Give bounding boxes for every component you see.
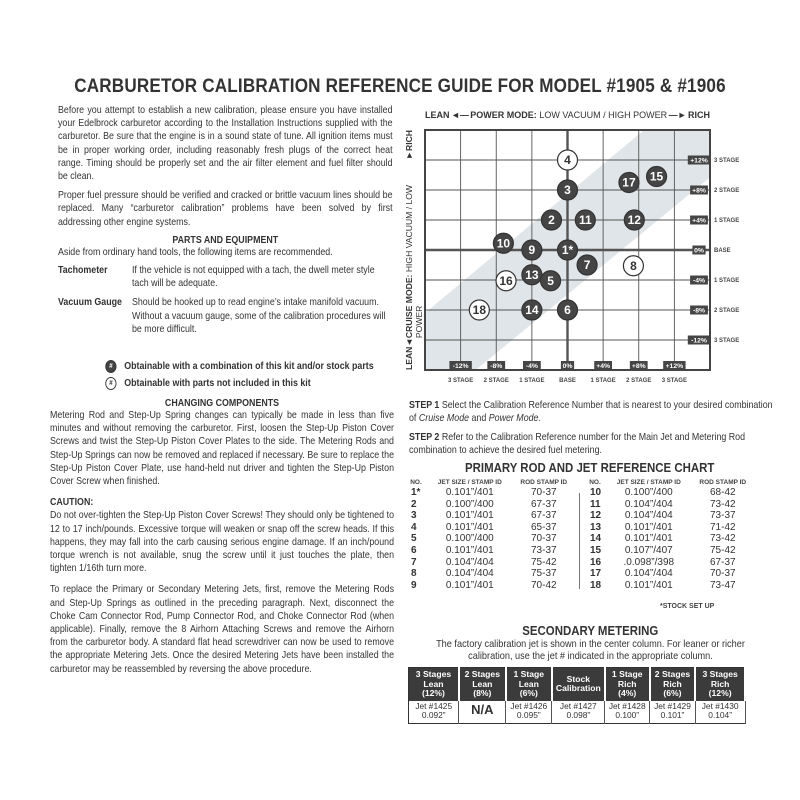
ref-number: 9 <box>411 579 417 591</box>
table-row <box>405 545 575 557</box>
ref-number: 12 <box>590 510 602 522</box>
calibration-point-label: 11 <box>578 213 592 228</box>
cruise-tick-tag-label: +8% <box>692 187 706 195</box>
ref-number: 15 <box>590 544 602 556</box>
primary-chart-title: PRIMARY ROD AND JET REFERENCE CHART <box>465 460 715 475</box>
calibration-point-label: 7 <box>583 258 591 273</box>
ref-number: 13 <box>590 521 602 533</box>
secondary-jet-cell: Jet #1428 0.100” <box>605 701 650 724</box>
arrow-left-icon: ◄— <box>450 110 469 120</box>
ref-number: 17 <box>590 568 602 580</box>
jets-paragraph: To replace the Primary or Secondary Metering Jets, first, remove the Metering Rods and Step-Up Springs as outlined in the preceding paragraph. Next, disconnect the Choke Cam Connector Rod, Pump Connector Rod, and Choke Connector Rod (when applicable). Finally, remove the 8 Airhorn Attaching Screws and remove the Airhorn from the carburetor body. A standard flat head screwdriver can now be used to remove the appropriate Metering Jets. Once the desired Metering Jets have been installed the carburetor may be reassembled by reversing the above procedure. <box>50 584 394 675</box>
primary-table-right: NO. JET SIZE / STAMP ID ROD STAMP ID 10 0.100”/400 68-42 11 0.104”/404 73-42 12 0.104”/404 73-37 13 0.101”/401 71-42 14 0.101”/401 73-42 15 0.107”/407 75-42 16 .0.098”/398 67-37 17 0.104”/404 70-37 18 0.101”/401 73-47 <box>584 479 754 591</box>
power-tick-tag-label: -8% <box>490 363 503 371</box>
ref-number: 4 <box>411 521 417 533</box>
power-tick-tag-label: +12% <box>665 363 684 371</box>
table-row <box>405 487 575 499</box>
ref-number: 3 <box>411 510 417 522</box>
parts-item: Vacuum Gauge Should be hooked up to read engine’s intake manifold vacuum. Without a vacuum gauge, some of the calibration procedures will be more difficult. <box>58 297 386 335</box>
power-stage-label: BASE <box>559 378 576 384</box>
cruise-tick-tag-label: +4% <box>692 217 706 225</box>
rod-stamp: 73-37 <box>531 544 557 556</box>
table-row <box>405 568 575 580</box>
step-2: STEP 2 Refer to the Calibration Reference number for the Main Jet and Metering Rod combination to achieve the desired fuel metering. <box>409 432 746 456</box>
ref-number: 16 <box>590 556 602 568</box>
jet-size: 0.101”/401 <box>445 510 494 522</box>
calibration-point-label: 2 <box>548 213 555 228</box>
caution-heading: CAUTION: <box>50 497 94 509</box>
rod-stamp: 65-37 <box>531 521 557 533</box>
rod-stamp: 70-42 <box>531 579 557 591</box>
cruise-tick-tag-label: -4% <box>692 277 706 285</box>
ref-number: 2 <box>411 498 417 510</box>
dark-circle-icon: # <box>105 360 116 373</box>
jet-size: 0.104”/404 <box>445 568 494 580</box>
secondary-column-header: Stock Calibration <box>552 668 605 701</box>
caution-paragraph: Do not over-tighten the Step-Up Piston Cover Screws! They should only be tightened to 12 to 17 inch/pounds. Excessive torque will weaken or snap off the screw heads. If this happens, they may fall into the carb causing serious engine damage. If an inch/pound torque wrench is not available, snug the screw until it just touches the plate, then tighten 1/16th turn more. <box>50 510 394 575</box>
secondary-description: The factory calibration jet is shown in the center column. For leaner or richer calibration, use the jet # indicated in the appropriate column. <box>435 639 745 662</box>
power-stage-label: 1 STAGE <box>590 378 616 384</box>
rod-stamp: 71-42 <box>710 521 736 533</box>
jet-size: 0.101”/401 <box>445 487 494 498</box>
jet-size: 0.104”/404 <box>624 568 673 580</box>
jet-size: .0.098”/398 <box>623 556 675 568</box>
stock-setup-footnote: *STOCK SET UP <box>660 603 715 610</box>
parts-intro: Aside from ordinary hand tools, the following items are recommended. <box>58 246 333 258</box>
ref-number: 14 <box>590 533 602 545</box>
ref-number: 8 <box>411 568 417 580</box>
calibration-point-label: 6 <box>564 303 571 318</box>
secondary-column-header: 2 Stages Lean (8%) <box>459 668 506 701</box>
legend-item-kit: # Obtainable with a combination of this kit and/or stock parts <box>105 358 392 375</box>
parts-item: Tachometer If the vehicle is not equipped with a tach, the dwell meter style tach will be adequate. <box>58 265 375 290</box>
changing-heading: CHANGING COMPONENTS <box>164 398 280 409</box>
rod-stamp: 70-37 <box>531 533 557 545</box>
calibration-point-label: 17 <box>622 175 636 190</box>
power-stage-label: 2 STAGE <box>626 378 652 384</box>
power-stage-label: 1 STAGE <box>519 378 545 384</box>
rod-stamp: 67-37 <box>710 556 736 568</box>
secondary-column-header: 1 Stage Lean (6%) <box>506 668 552 701</box>
arrow-right-icon: —► <box>668 110 687 120</box>
rod-stamp: 75-42 <box>710 544 736 556</box>
secondary-title: SECONDARY METERING <box>521 623 659 638</box>
rod-stamp: 70-37 <box>531 487 557 498</box>
calibration-point-label: 14 <box>525 303 539 318</box>
table-row <box>405 533 575 545</box>
jet-size: 0.100”/400 <box>624 487 673 498</box>
intro-section <box>58 104 393 392</box>
table-row <box>584 580 754 592</box>
rod-stamp: 67-37 <box>531 498 557 510</box>
secondary-jet-cell: Jet #1429 0.101” <box>650 701 696 724</box>
cruise-stage-label: 3 STAGE <box>714 158 740 165</box>
table-row <box>584 522 754 534</box>
calibration-point-label: 9 <box>528 243 536 258</box>
secondary-column-header: 1 Stage Rich (4%) <box>605 668 650 701</box>
table-row <box>405 557 575 569</box>
secondary-jet-cell: Jet #1426 0.095” <box>506 701 552 724</box>
cruise-stage-label: 3 STAGE <box>714 338 740 345</box>
jet-size: 0.104”/404 <box>624 510 673 522</box>
cruise-stage-label: BASE <box>714 248 731 255</box>
table-row <box>405 510 575 522</box>
rod-stamp: 70-37 <box>710 568 736 580</box>
table-divider <box>579 493 580 589</box>
rod-stamp: 73-42 <box>710 498 736 510</box>
table-row <box>584 568 754 580</box>
cruise-stage-label: 1 STAGE <box>714 278 740 285</box>
table-row <box>405 499 575 511</box>
power-tick-tag-label: +8% <box>631 363 646 371</box>
ref-number: 6 <box>411 544 417 556</box>
power-tick-tag-label: -4% <box>525 363 538 371</box>
calibration-point-label: 15 <box>649 169 664 184</box>
step-1: STEP 1 Select the Calibration Reference Number that is nearest to your desired combination of Cruise Mode and Power Mode. <box>409 400 773 424</box>
rod-stamp: 67-37 <box>531 510 557 522</box>
jet-size: 0.100”/400 <box>445 498 494 510</box>
table-row <box>584 533 754 545</box>
ref-number: 18 <box>590 579 602 591</box>
table-row <box>405 522 575 534</box>
cruise-stage-label: 2 STAGE <box>714 188 740 195</box>
secondary-jet-cell: Jet #1427 0.098” <box>552 701 605 724</box>
rod-stamp: 73-37 <box>710 510 736 522</box>
cruise-stage-label: 2 STAGE <box>714 308 740 315</box>
secondary-table <box>408 667 746 724</box>
table-row <box>584 557 754 569</box>
calibration-point-label: 3 <box>564 183 571 198</box>
power-mode-axis-label: LEAN ◄— POWER MODE: LOW VACUUM / HIGH POWER —► RICH <box>425 110 710 120</box>
jet-size: 0.101”/401 <box>624 579 673 591</box>
secondary-column-header: 3 Stages Rich (12%) <box>695 668 745 701</box>
jet-size: 0.101”/401 <box>445 521 494 533</box>
calibration-grid <box>420 125 760 387</box>
cruise-tick-tag-label: -8% <box>692 307 706 315</box>
calibration-point-label: 10 <box>496 236 511 251</box>
table-row <box>405 580 575 592</box>
cruise-mode-axis-label: LEAN ◄ CRUISE MODE: HIGH VACUUM / LOW POWER ► RICH <box>404 130 424 370</box>
page-title: CARBURETOR CALIBRATION REFERENCE GUIDE FOR MODEL #1905 & #1906 <box>74 76 726 97</box>
jet-size: 0.101”/401 <box>445 544 494 556</box>
changing-components-section <box>50 398 394 682</box>
secondary-jet-cell: Jet #1425 0.092” <box>409 701 459 724</box>
parts-heading: PARTS AND EQUIPMENT <box>172 234 279 246</box>
ref-number: 11 <box>590 498 601 510</box>
table-row <box>584 487 754 499</box>
jet-size: 0.101”/401 <box>445 579 494 591</box>
light-circle-icon: # <box>105 377 116 390</box>
changing-paragraph: Metering Rod and Step-Up Spring changes can typically be made in less than five minutes and without removing the carburetor. First, loosen the Step-Up Piston Cover Screws and twist the Step-Up Piston Cover Plates to the side. The Metering Rods and Step-Up Springs can now be removed and replaced if necessary. Be sure to replace the Step-Up Piston Cover Plate, use hand-held nut driver and tighten the Step-Up Piston Cover Screw when finished. <box>50 410 394 488</box>
calibration-point-label: 13 <box>525 267 539 282</box>
rod-stamp: 73-47 <box>710 579 736 591</box>
calibration-point-label: 5 <box>547 273 554 288</box>
primary-table <box>405 479 754 591</box>
table-row <box>584 545 754 557</box>
cruise-tick-tag-label: 0% <box>694 247 704 255</box>
steps <box>409 400 779 457</box>
arrow-up-icon: ► <box>404 151 414 160</box>
secondary-column-header: 2 Stages Rich (6%) <box>650 668 696 701</box>
jet-size: 0.100”/400 <box>445 533 494 545</box>
calibration-point-label: 8 <box>630 258 637 273</box>
calibration-point-label: 1* <box>561 243 574 258</box>
ref-number: 1* <box>411 487 421 498</box>
intro-paragraph: Proper fuel pressure should be verified and cracked or brittle vacuum lines should be replaced. Many “carburetor calibration” problems have been solved by first addressing other engine systems. <box>58 190 393 228</box>
rod-stamp: 73-42 <box>710 533 736 545</box>
table-row <box>584 510 754 522</box>
power-tick-tag-label: 0% <box>562 363 573 371</box>
calibration-point-label: 4 <box>564 153 571 168</box>
primary-table-left: NO. JET SIZE / STAMP ID ROD STAMP ID 1* 0.101”/401 70-37 2 0.100”/400 67-37 3 0.101”/401 67-37 4 0.101”/401 65-37 5 0.100”/400 70-37 6 0.101”/401 73-37 7 0.104”/404 75-42 8 0.104”/404 75-37 9 0.101”/401 70-42 <box>405 479 575 591</box>
ref-number: 7 <box>411 556 417 568</box>
jet-size: 0.107”/407 <box>624 544 673 556</box>
power-stage-label: 3 STAGE <box>448 378 474 384</box>
power-tick-tag-label: +4% <box>596 363 611 371</box>
cruise-stage-label: 1 STAGE <box>714 218 740 225</box>
secondary-jet-cell: Jet #1430 0.104” <box>695 701 745 724</box>
rod-stamp: 75-42 <box>531 556 557 568</box>
power-tick-tag-label: -12% <box>452 363 469 371</box>
calibration-point-label: 16 <box>499 273 513 288</box>
rod-stamp: 75-37 <box>531 568 557 580</box>
ref-number: 5 <box>411 533 417 545</box>
secondary-column-header: 3 Stages Lean (12%) <box>409 668 459 701</box>
cruise-tick-tag-label: +12% <box>690 157 708 165</box>
ref-number: 10 <box>590 487 602 498</box>
intro-paragraph: Before you attempt to establish a new calibration, please ensure you have installed your Edelbrock carburetor according to the Installation Instructions supplied with the carburetor. Be sure that the engine is in a sound state of tune. All ignition items must be in proper working order, including reasonably fresh plugs of the correct heat range. Timing should be properly set and the air filter element and fuel filter should be clean. <box>58 105 393 183</box>
jet-size: 0.104”/404 <box>624 498 673 510</box>
calibration-point-label: 18 <box>472 303 487 318</box>
legend-item-other: # Obtainable with parts not included in this kit <box>105 375 392 392</box>
jet-size: 0.101”/401 <box>624 533 673 545</box>
power-stage-label: 2 STAGE <box>483 378 509 384</box>
jet-size: 0.101”/401 <box>624 521 673 533</box>
jet-size: 0.104”/404 <box>445 556 494 568</box>
table-row <box>584 499 754 511</box>
rod-stamp: 68-42 <box>710 487 736 498</box>
cruise-tick-tag-label: -12% <box>691 337 707 345</box>
arrow-down-icon: ◄ <box>404 338 414 347</box>
calibration-point-label: 12 <box>627 213 641 228</box>
power-stage-label: 3 STAGE <box>661 378 687 384</box>
secondary-jet-cell: N/A <box>459 701 506 724</box>
